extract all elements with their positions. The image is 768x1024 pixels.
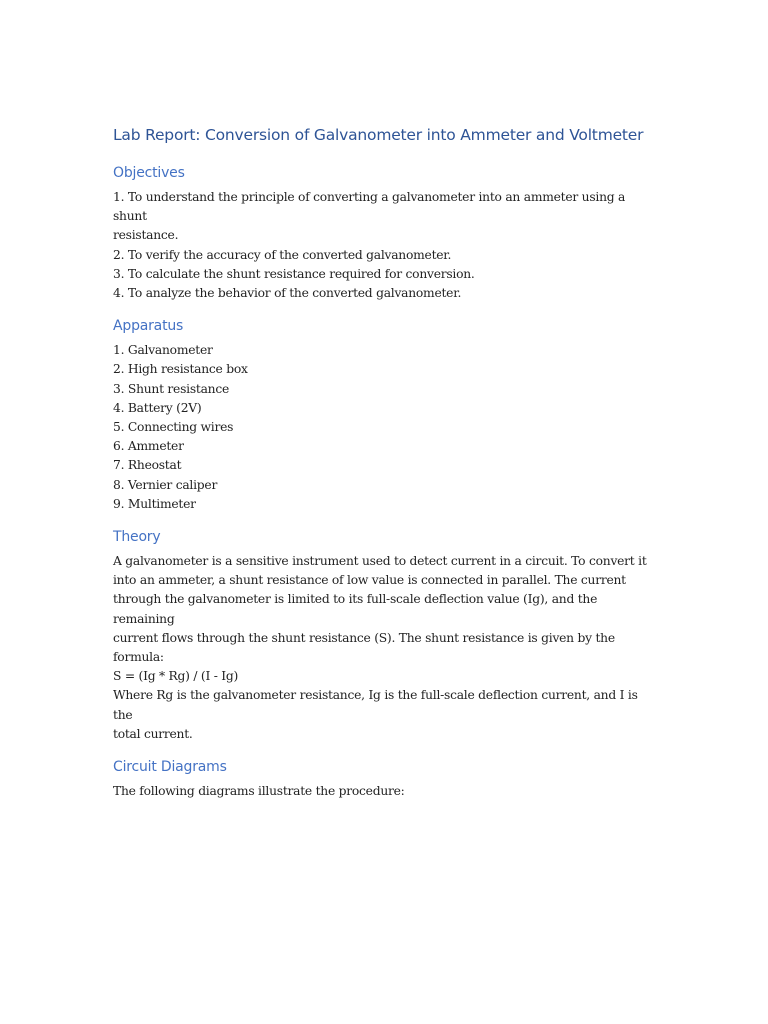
- theory-line: current flows through the shunt resistance (S). The shunt resistance is given by the formula:: [113, 630, 615, 665]
- apparatus-item: 6. Ammeter: [113, 439, 184, 454]
- apparatus-section: [113, 316, 658, 514]
- circuit-diagrams-heading: Circuit Diagrams: [113, 759, 227, 776]
- apparatus-item: 4. Battery (2V): [113, 400, 202, 415]
- objectives-line: 3. To calculate the shunt resistance required for conversion.: [113, 266, 475, 281]
- apparatus-item: 9. Multimeter: [113, 496, 196, 511]
- objectives-list: [113, 188, 658, 303]
- theory-heading: Theory: [113, 529, 161, 546]
- theory-line: through the galvanometer is limited to its full-scale deflection value (Ig), and the remaining: [113, 592, 598, 626]
- objectives-section: [113, 163, 658, 303]
- theory-line: total current.: [113, 726, 193, 741]
- objectives-line: 4. To analyze the behavior of the converted galvanometer.: [113, 286, 462, 301]
- theory-section: [113, 527, 658, 744]
- objectives-line: resistance.: [113, 228, 179, 243]
- apparatus-item: 7. Rheostat: [113, 458, 182, 473]
- apparatus-item: 1. Galvanometer: [113, 343, 213, 358]
- theory-paragraph: [113, 552, 658, 744]
- apparatus-list: [113, 341, 658, 514]
- objectives-line: 2. To verify the accuracy of the converted galvanometer.: [113, 247, 452, 262]
- document-body: [113, 124, 658, 814]
- document-title: Lab Report: Conversion of Galvanometer into Ammeter and Voltmeter: [113, 126, 644, 144]
- formula-line: S = (Ig * Rg) / (I - Ig): [113, 669, 239, 684]
- apparatus-item: 8. Vernier caliper: [113, 477, 218, 492]
- apparatus-item: 2. High resistance box: [113, 362, 248, 377]
- objectives-heading: Objectives: [113, 165, 185, 181]
- apparatus-item: 5. Connecting wires: [113, 420, 234, 435]
- circuit-diagrams-section: [113, 757, 658, 801]
- theory-line: A galvanometer is a sensitive instrument used to detect current in a circuit. To convert it: [113, 554, 647, 569]
- circuit-diagrams-intro: The following diagrams illustrate the procedure:: [113, 784, 405, 799]
- theory-line: into an ammeter, a shunt resistance of low value is connected in parallel. The current: [113, 573, 626, 588]
- apparatus-item: 3. Shunt resistance: [113, 381, 229, 396]
- apparatus-heading: Apparatus: [113, 318, 184, 335]
- objectives-line: 1. To understand the principle of converting a galvanometer into an ammeter using a shunt: [113, 190, 626, 224]
- theory-line: Where Rg is the galvanometer resistance, Ig is the full-scale deflection current, and I is the: [113, 688, 638, 722]
